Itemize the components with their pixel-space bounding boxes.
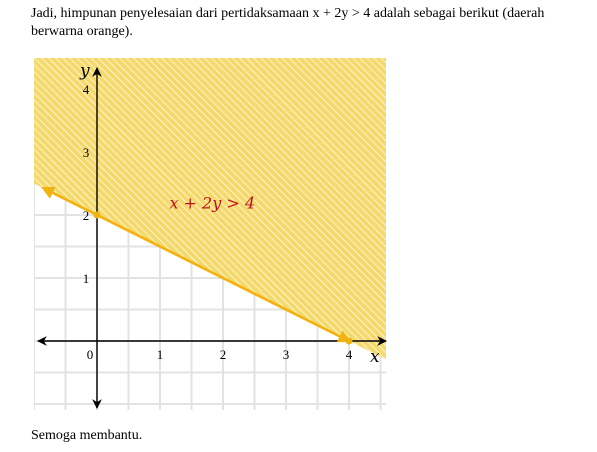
inequality-graph bbox=[34, 58, 394, 413]
intercept-point bbox=[94, 212, 101, 219]
x-tick-label: 0 bbox=[86, 347, 94, 362]
x-tick-label: 1 bbox=[156, 347, 164, 362]
x-tick-label: 4 bbox=[345, 347, 353, 362]
intercept-point bbox=[346, 338, 353, 345]
x-tick-label: 3 bbox=[282, 347, 290, 362]
closing-text: Semoga membantu. bbox=[31, 428, 143, 443]
x-axis-label: x bbox=[370, 347, 380, 367]
y-axis-label: y bbox=[80, 61, 90, 81]
y-tick-label: 2 bbox=[82, 208, 90, 223]
x-tick-label: 2 bbox=[219, 347, 227, 362]
inequality-label: x + 2y > 4 bbox=[169, 193, 256, 213]
intro-paragraph: Jadi, himpunan penyelesaian dari pertidaksamaan x + 2y > 4 adalah sebagai berikut (daerah berwarna orange). bbox=[31, 6, 545, 39]
y-tick-label: 4 bbox=[82, 82, 90, 97]
y-tick-label: 1 bbox=[82, 271, 90, 286]
y-tick-label: 3 bbox=[82, 145, 90, 160]
